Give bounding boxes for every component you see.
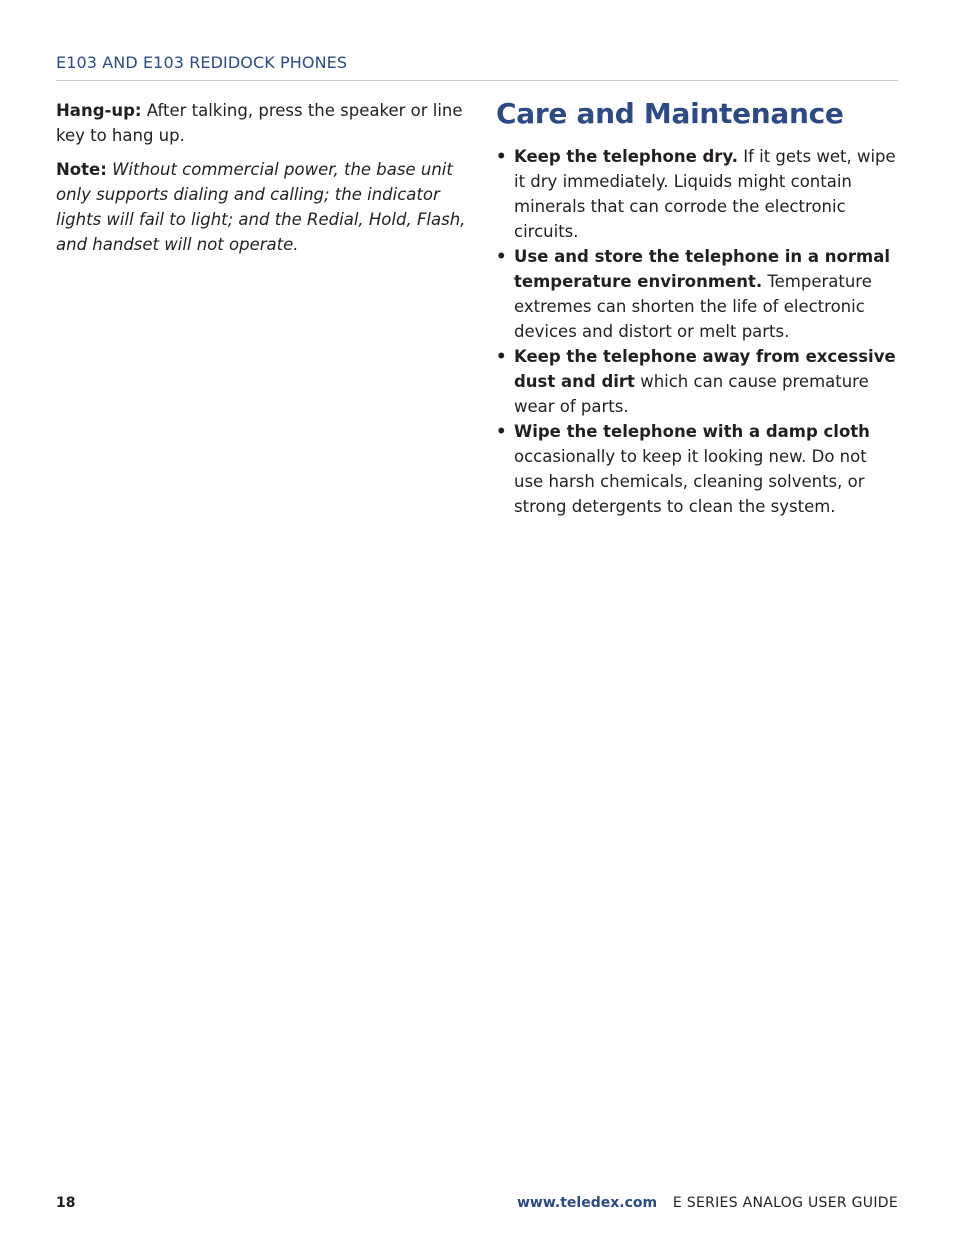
bullet-text: which can cause premature wear of parts. [514, 372, 869, 416]
bullet-icon: • [496, 147, 507, 166]
note-label: Note: [56, 160, 107, 179]
care-bullet-cloth [496, 419, 900, 519]
bullet-lead: Wipe the telephone with a damp cloth [514, 422, 870, 441]
note-paragraph [56, 157, 466, 257]
hangup-paragraph [56, 98, 466, 148]
bullet-text: If it gets wet, wipe it dry immediately. Liquids might contain minerals that can corrode the electronic circuits. [514, 147, 896, 241]
note-text: Without commercial power, the base unit only supports dialing and calling; the indicator lights will fail to light; and the Redial, Hold, Flash, and handset will not operate. [56, 160, 466, 254]
care-maintenance-heading: Care and Maintenance [496, 97, 844, 130]
running-header: E103 AND E103 REDIDOCK PHONES [56, 53, 348, 72]
left-column [56, 98, 466, 266]
bullet-text: occasionally to keep it looking new. Do not use harsh chemicals, cleaning solvents, or strong detergents to clean the system. [514, 447, 867, 516]
care-bullet-dust [496, 344, 900, 419]
footer-guide-title: E SERIES ANALOG USER GUIDE [672, 1195, 898, 1211]
bullet-text: Temperature extremes can shorten the life of electronic devices and distort or melt parts. [514, 272, 872, 341]
bullet-lead: Keep the telephone away from excessive dust and dirt [514, 347, 896, 391]
care-bullet-temperature [496, 244, 900, 344]
bullet-lead: Use and store the telephone in a normal temperature environment. [514, 247, 891, 291]
care-bullet-list [496, 144, 900, 519]
hangup-label: Hang-up: [56, 101, 142, 120]
header-divider [56, 80, 898, 81]
page-number: 18 [56, 1195, 76, 1211]
right-column [496, 96, 900, 519]
care-bullet-dry [496, 144, 900, 244]
bullet-icon: • [496, 347, 507, 366]
footer-website-link[interactable]: www.teledex.com [517, 1195, 658, 1211]
bullet-icon: • [496, 422, 507, 441]
bullet-lead: Keep the telephone dry. [514, 147, 738, 166]
hangup-text: After talking, press the speaker or line key to hang up. [56, 101, 463, 145]
bullet-icon: • [496, 247, 507, 266]
